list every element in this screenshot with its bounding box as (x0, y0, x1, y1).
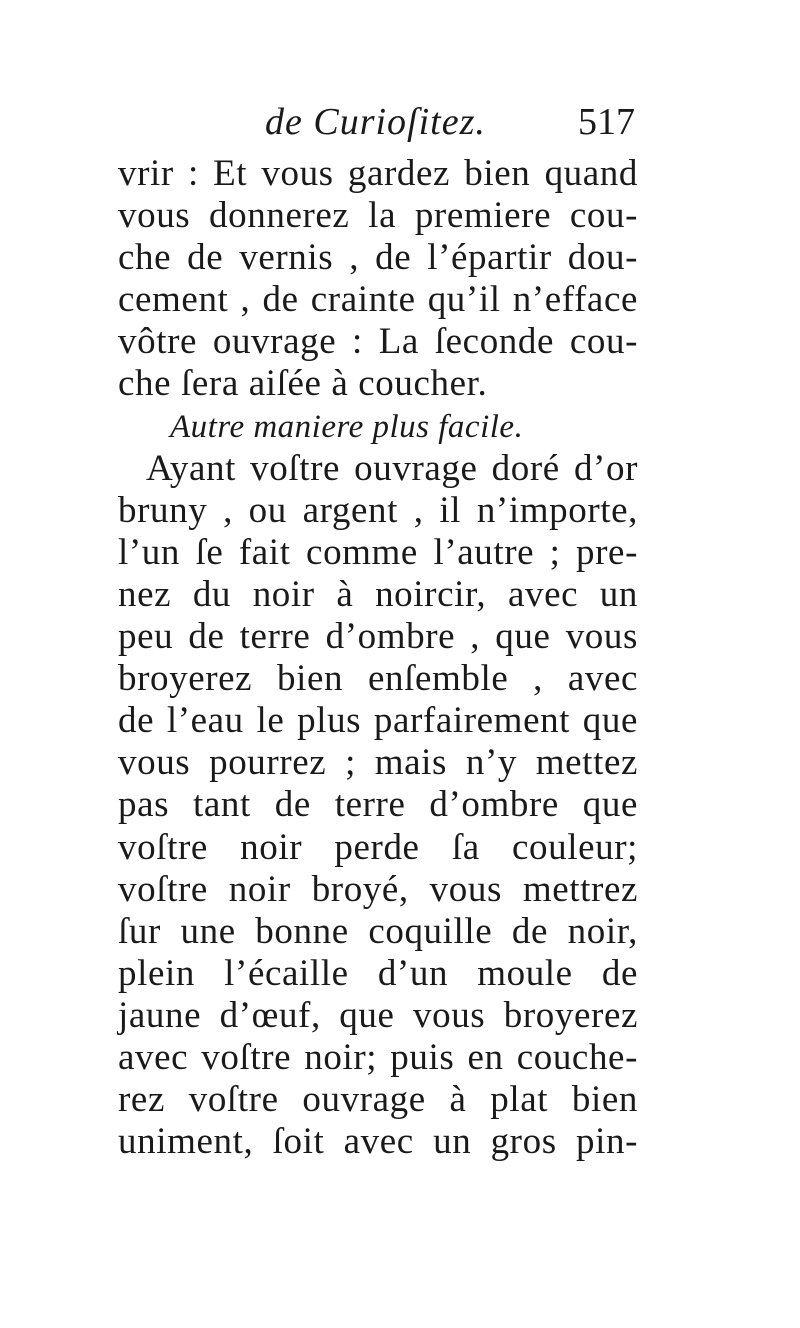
text-line: rez voſtre ouvrage à plat bien (118, 1079, 638, 1121)
text-line: l’un ſe fait comme l’autre ; pre- (118, 531, 638, 573)
text-line: voſtre noir perde ſa couleur; (118, 826, 638, 868)
text-line: vôtre ouvrage : La ſeconde cou- (118, 321, 638, 363)
section-subheading: Autre maniere plus facile. (170, 408, 524, 445)
text-line: ſur une bonne coquille de noir, (118, 910, 638, 952)
running-head (265, 100, 635, 150)
text-line: vrir : Et vous gardez bien quand (118, 153, 638, 194)
body-text (118, 153, 638, 1163)
text-line: plein l’écaille d’un moule de (118, 952, 638, 994)
text-line: vous donnerez la premiere cou- (118, 195, 638, 237)
text-line: Ayant voſtre ouvrage doré d’or (146, 447, 638, 489)
text-line: nez du noir à noircir, avec un (118, 573, 638, 615)
text-line: jaune d’œuf, que vous broyerez (118, 994, 638, 1036)
text-line: che de vernis , de l’épartir dou- (118, 237, 638, 279)
text-line: pas tant de terre d’ombre que (118, 784, 638, 826)
text-line: bruny , ou argent , il n’importe, (118, 489, 638, 531)
running-title: de Curioſitez. (265, 101, 486, 143)
text-line: uniment, ſoit avec un gros pin- (118, 1121, 638, 1163)
text-line: de l’eau le plus parfairement que (118, 700, 638, 742)
text-line: avec voſtre noir; puis en couche- (118, 1036, 638, 1078)
page-number: 517 (578, 101, 635, 143)
text-line: cement , de crainte qu’il n’efface (118, 279, 638, 321)
text-line: voſtre noir broyé, vous mettrez (118, 868, 638, 910)
text-line: broyerez bien enſemble , avec (118, 658, 638, 700)
text-line: che ſera aiſée à coucher. (118, 363, 488, 405)
text-line: peu de terre d’ombre , que vous (118, 616, 638, 658)
text-line: vous pourrez ; mais n’y mettez (118, 742, 638, 784)
